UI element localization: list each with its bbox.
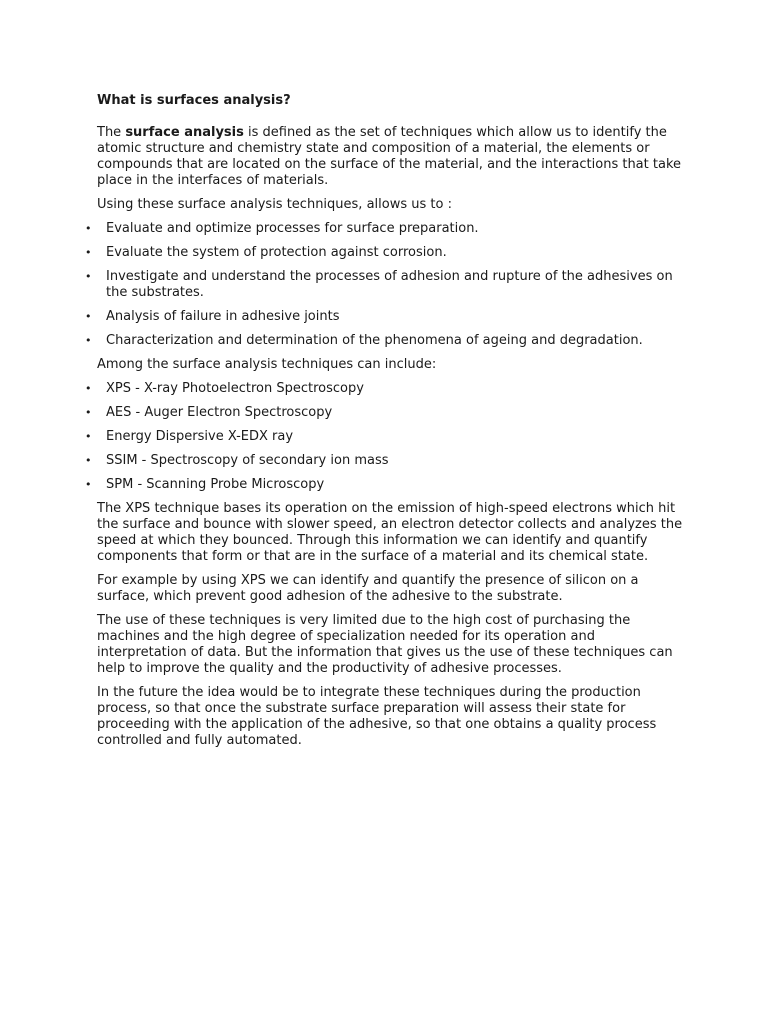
- list-item-text: Energy Dispersive X-EDX ray: [106, 429, 294, 444]
- bullet-icon: •: [85, 334, 92, 347]
- bullet-icon: •: [85, 478, 92, 491]
- techniques-lead: Among the surface analysis techniques can include:: [97, 357, 437, 372]
- techniques-list: [85, 381, 687, 493]
- intro-paragraph: [97, 125, 687, 189]
- uses-lead: Using these surface analysis techniques, allows us to :: [97, 197, 452, 212]
- list-item-text: Evaluate the system of protection against corrosion.: [106, 245, 447, 260]
- list-item: [85, 381, 687, 397]
- document-title: What is surfaces analysis?: [97, 93, 291, 108]
- document-body: [85, 93, 687, 757]
- list-item: [85, 333, 687, 349]
- list-item: [85, 405, 687, 421]
- list-item-text: Analysis of failure in adhesive joints: [106, 309, 340, 324]
- bullet-icon: •: [85, 454, 92, 467]
- bullet-icon: •: [85, 222, 92, 235]
- future-paragraph: In the future the idea would be to integrate these techniques during the production process, so that once the substrate surface preparation will assess their state for proceeding with the application of the adhesive, so that one obtains a quality process controlled and fully automated.: [97, 685, 657, 748]
- xps-paragraph: The XPS technique bases its operation on the emission of high-speed electrons which hit the surface and bounce with slower speed, an electron detector collects and analyzes the speed at which they bounced. Through this information we can identify and quantify components that form or that are in the surface of a material and its chemical state.: [97, 501, 683, 564]
- list-item: [85, 309, 687, 325]
- list-item: [85, 477, 687, 493]
- bullet-icon: •: [85, 310, 92, 323]
- list-item-text: SSIM - Spectroscopy of secondary ion mass: [106, 453, 389, 468]
- list-item-text: Evaluate and optimize processes for surface preparation.: [106, 221, 479, 236]
- list-item-text: XPS - X-ray Photoelectron Spectroscopy: [106, 381, 364, 396]
- intro-bold-term: surface analysis: [125, 125, 244, 140]
- bullet-icon: •: [85, 382, 92, 395]
- list-item-text: Investigate and understand the processes of adhesion and rupture of the adhesives on the substrates.: [106, 269, 673, 300]
- list-item: [85, 453, 687, 469]
- list-item-text: SPM - Scanning Probe Microscopy: [106, 477, 325, 492]
- list-item: [85, 429, 687, 445]
- bullet-icon: •: [85, 246, 92, 259]
- list-item-text: Characterization and determination of the phenomena of ageing and degradation.: [106, 333, 643, 348]
- bullet-icon: •: [85, 430, 92, 443]
- list-item: [85, 221, 687, 237]
- uses-list: [85, 221, 687, 349]
- intro-prefix: The: [97, 125, 126, 140]
- list-item-text: AES - Auger Electron Spectroscopy: [106, 405, 333, 420]
- bullet-icon: •: [85, 270, 92, 283]
- list-item: [85, 269, 687, 301]
- example-paragraph: For example by using XPS we can identify and quantify the presence of silicon on a surface, which prevent good adhesion of the adhesive to the substrate.: [97, 573, 639, 604]
- bullet-icon: •: [85, 406, 92, 419]
- intro-suffix: is defined as the set of techniques which allow us to identify the atomic structure and chemistry state and composition of a material, the elements or compounds that are located on the surface of the material, and the interactions that take place in the interfaces of materials.: [97, 125, 682, 188]
- limitations-paragraph: The use of these techniques is very limited due to the high cost of purchasing the machines and the high degree of specialization needed for its operation and interpretation of data. But the information that gives us the use of these techniques can help to improve the quality and the productivity of adhesive processes.: [97, 613, 673, 676]
- list-item: [85, 245, 687, 261]
